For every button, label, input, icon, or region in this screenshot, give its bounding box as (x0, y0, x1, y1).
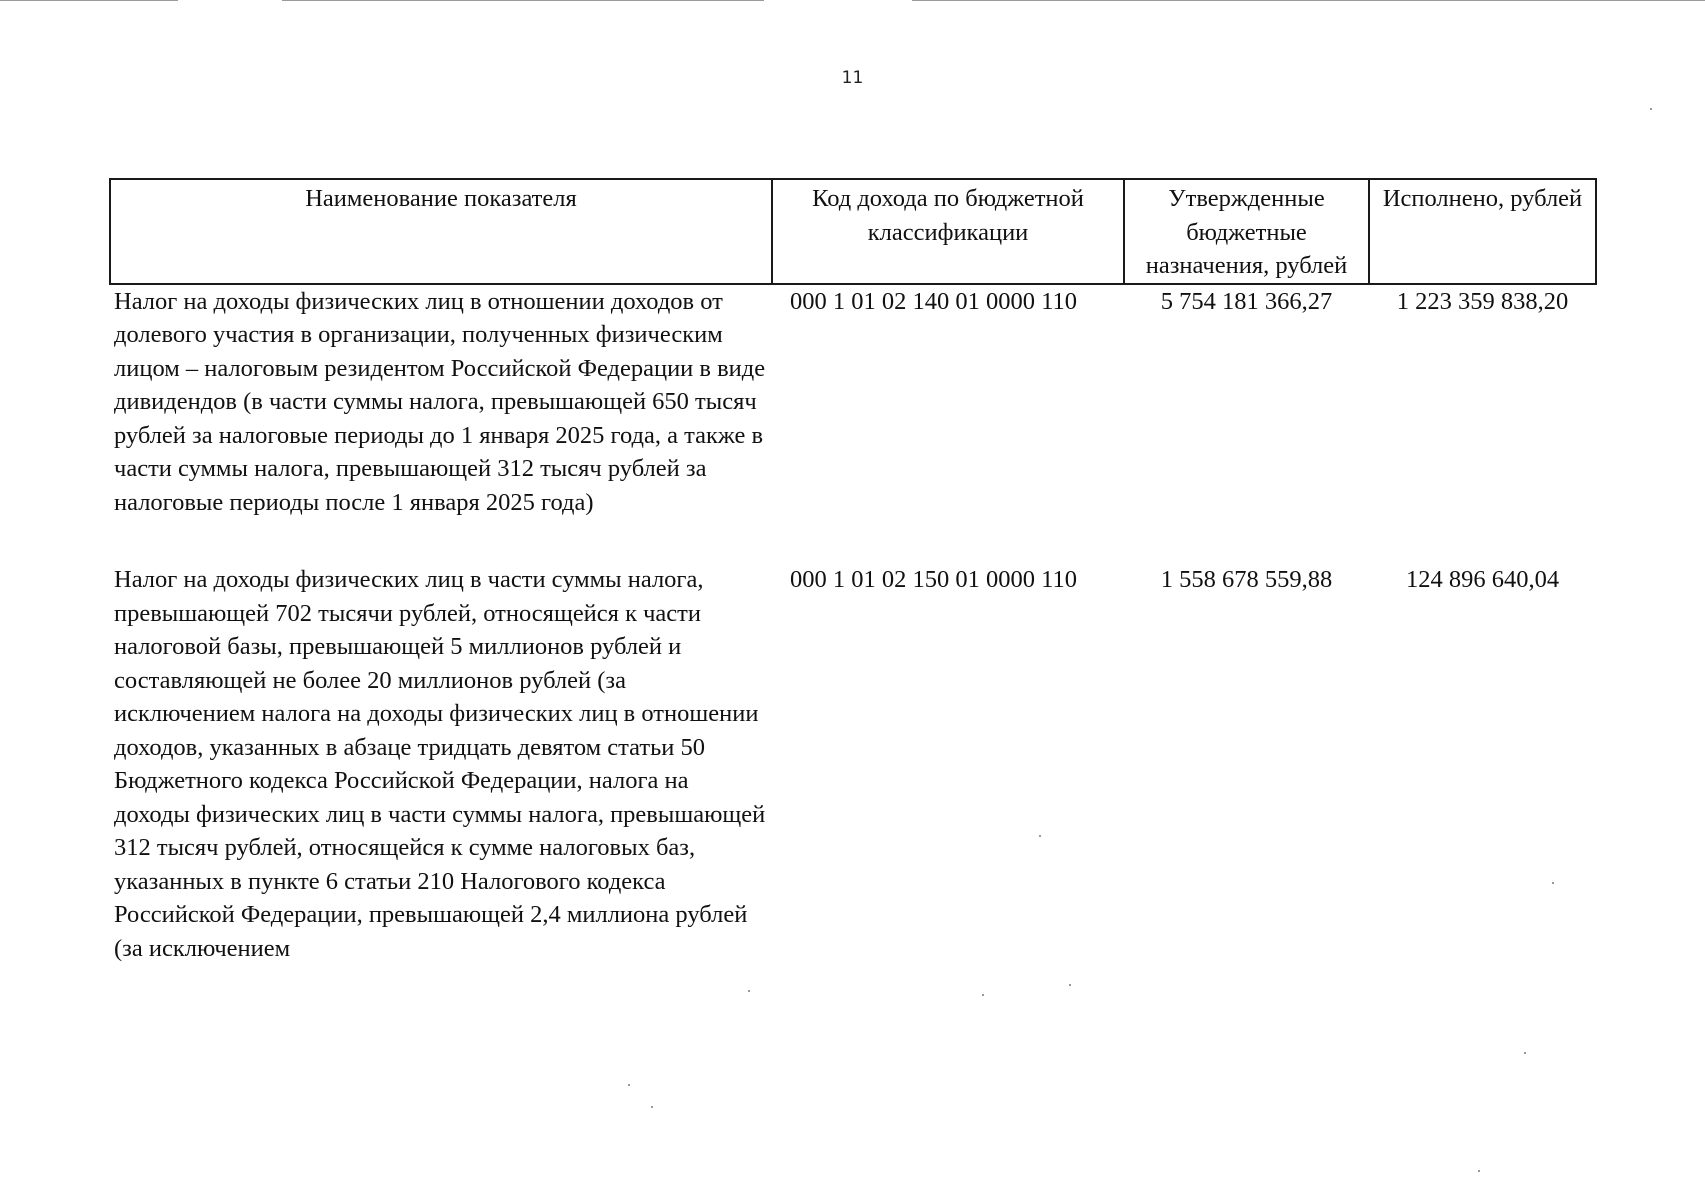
scan-speck (628, 1084, 630, 1086)
scan-edge-line (912, 0, 1705, 1)
scan-speck (1478, 1170, 1480, 1172)
budget-table (109, 178, 1597, 965)
header-indicator-name: Наименование показателя (110, 179, 772, 284)
scan-speck (1552, 882, 1554, 884)
scan-speck (982, 994, 984, 996)
table-row (110, 284, 1596, 564)
row-executed-amount: 124 896 640,04 (1405, 566, 1560, 593)
row-income-code: 000 1 01 02 140 01 0000 110 (790, 287, 1077, 315)
scan-edge-line (282, 0, 764, 1)
header-income-code: Код дохода по бюджетной классификации (772, 179, 1124, 284)
table-row (110, 563, 1596, 965)
row-approved-amount: 1 558 678 559,88 (1160, 566, 1333, 593)
header-executed-amount: Исполнено, рублей (1369, 179, 1596, 284)
scan-speck (1650, 108, 1652, 110)
scan-speck (1069, 984, 1071, 986)
row-approved-amount: 5 754 181 366,27 (1160, 287, 1333, 315)
page-number: 11 (841, 68, 864, 88)
scan-speck (748, 990, 750, 992)
scan-speck (1039, 835, 1041, 837)
row-income-code: 000 1 01 02 150 01 0000 110 (790, 566, 1077, 593)
row-indicator-name: Налог на доходы физических лиц в части суммы налога, превышающей 702 тысячи рублей, относящейся к части налоговой базы, превышающей 5 миллионов рублей и составляющей не более 20 миллионов рублей (за исключением налога на доходы физических лиц в отношении доходов, указанных в абзаце тридцать девятом статьи 50 Бюджетного кодекса Российской Федерации, налога на доходы физических лиц в части суммы налога, превышающей 312 тысяч рублей, относящейся к сумме налоговых баз, указанных в пункте 6 статьи 210 Налогового кодекса Российской Федерации, превышающей 2,4 миллиона рублей (за исключением (114, 566, 766, 962)
scan-speck (1524, 1052, 1526, 1054)
row-indicator-name: Налог на доходы физических лиц в отношении доходов от долевого участия в организации, полученных физическим лицом – налоговым резидентом Российской Федерации в виде дивидендов (в части суммы налога, превышающей 650 тысяч рублей за налоговые периоды до 1 января 2025 года, а также в части суммы налога, превышающей 312 тысяч рублей за налоговые периоды после 1 января 2025 года) (114, 287, 766, 516)
scan-edge-line (0, 0, 178, 1)
header-approved-amount: Утвержденные бюджетные назначения, рублей (1124, 179, 1369, 284)
scan-speck (651, 1106, 653, 1108)
row-executed-amount: 1 223 359 838,20 (1396, 287, 1569, 315)
table-header-row (110, 179, 1596, 284)
